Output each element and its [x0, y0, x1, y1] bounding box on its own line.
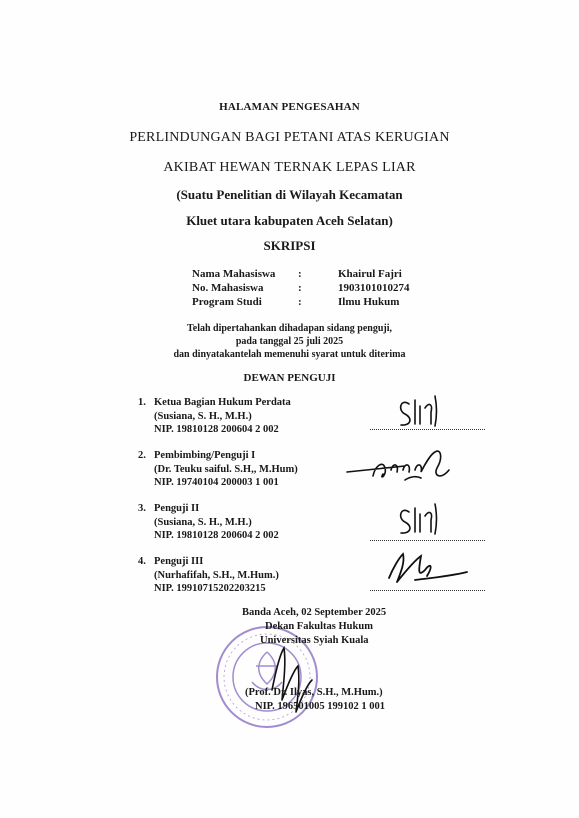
info-value-name: Khairul Fajri	[338, 268, 402, 280]
dean-nip: NIP. 196501005 199102 1 001	[255, 701, 385, 712]
examiner-name: (Susiana, S. H., M.H.)	[154, 516, 252, 528]
signature-1	[395, 392, 445, 432]
examiner-number: 2.	[138, 450, 146, 461]
examiner-number: 1.	[138, 397, 146, 408]
info-sep-number: :	[298, 282, 302, 294]
defense-line-1: Telah dipertahankan dihadapan sidang penguji,	[187, 323, 392, 334]
dean-name: (Prof. Dr. Ilyas, S.H., M.Hum.)	[245, 687, 383, 698]
info-sep-program: :	[298, 296, 302, 308]
footer-institution: Universitas Syiah Kuala	[260, 635, 369, 646]
doc-type: SKRIPSI	[263, 238, 316, 253]
info-sep-name: :	[298, 268, 302, 280]
subtitle-line-2: Kluet utara kabupaten Aceh Selatan)	[186, 213, 393, 228]
examiner-name: (Nurhafifah, S.H., M.Hum.)	[154, 569, 279, 581]
examiner-name: (Susiana, S. H., M.H.)	[154, 410, 252, 422]
title-line-2: AKIBAT HEWAN TERNAK LEPAS LIAR	[163, 160, 416, 175]
footer-place-date: Banda Aceh, 02 September 2025	[242, 607, 387, 618]
page-header: HALAMAN PENGESAHAN	[219, 101, 360, 113]
signature-3	[395, 500, 445, 540]
examiner-role: Ketua Bagian Hukum Perdata	[154, 397, 291, 408]
examiner-nip: NIP. 19810128 200604 2 002	[154, 424, 279, 435]
examiner-nip: NIP. 19810128 200604 2 002	[154, 530, 279, 541]
info-label-number: No. Mahasiswa	[192, 282, 264, 294]
defense-line-3: dan dinyatakantelah memenuhi syarat untuk diterima	[173, 349, 406, 360]
signature-2	[345, 446, 465, 486]
subtitle-line-1: (Suatu Penelitian di Wilayah Kecamatan	[176, 187, 403, 202]
examiner-role: Penguji III	[154, 556, 204, 567]
info-value-program: Ilmu Hukum	[338, 296, 400, 308]
board-heading: DEWAN PENGUJI	[243, 372, 336, 384]
examiner-name: (Dr. Teuku saiful. S.H,, M.Hum)	[154, 463, 298, 475]
examiner-number: 4.	[138, 556, 146, 567]
examiner-nip: NIP. 19740104 200003 1 001	[154, 477, 279, 488]
examiner-nip: NIP. 19910715202203215	[154, 583, 266, 594]
examiner-role: Pembimbing/Penguji I	[154, 450, 256, 461]
defense-line-2: pada tanggal 25 juli 2025	[235, 336, 344, 347]
info-value-number: 1903101010274	[338, 282, 410, 294]
title-line-1: PERLINDUNGAN BAGI PETANI ATAS KERUGIAN	[129, 130, 450, 145]
examiner-number: 3.	[138, 503, 146, 514]
info-label-name: Nama Mahasiswa	[192, 268, 276, 280]
signature-4	[375, 548, 475, 593]
info-label-program: Program Studi	[192, 296, 262, 308]
footer-position: Dekan Fakultas Hukum	[265, 621, 373, 632]
examiner-role: Penguji II	[154, 503, 200, 514]
